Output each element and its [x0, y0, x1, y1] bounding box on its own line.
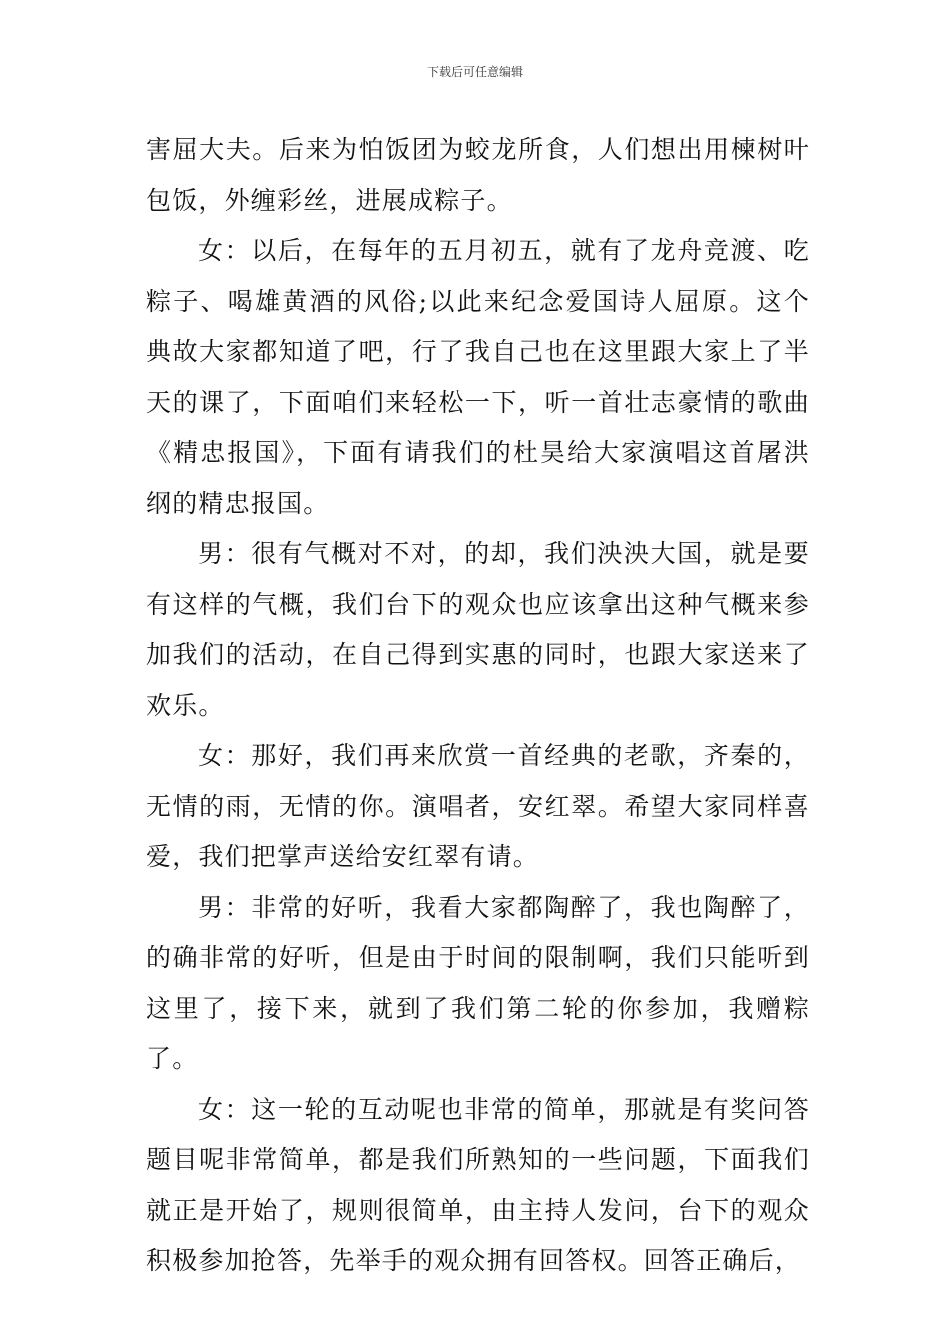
- paragraph-female-host-dragon-boat: 女：以后，在每年的五月初五，就有了龙舟竞渡、吃粽子、喝雄黄酒的风俗;以此来纪念爱国诗人屈原。这个典故大家都知道了吧，行了我自己也在这里跟大家上了半天的课了，下面咱们来轻松一下，听一首壮志豪情的歌曲《精忠报国》，下面有请我们的杜昊给大家演唱这首屠洪纲的精忠报国。: [146, 236, 810, 518]
- page-header: 下载后可任意编辑: [426, 65, 523, 79]
- paragraph-female-host-song: 女：那好，我们再来欣赏一首经典的老歌，齐秦的，无情的雨，无情的你。演唱者，安红翠。希望大家同样喜爱，我们把掌声送给安红翠有请。: [146, 741, 810, 871]
- paragraph-male-host-next-round: 男：非常的好听，我看大家都陶醉了，我也陶醉了，的确非常的好听，但是由于时间的限制啊，我们只能听到这里了，接下来，就到了我们第二轮的你参加，我赠粽了。: [146, 892, 810, 1073]
- paragraph-continuation: 害屈大夫。后来为怕饭团为蛟龙所食，人们想出用楝树叶包饭，外缠彩丝，进展成粽子。: [146, 135, 810, 215]
- paragraph-female-host-quiz-rules: 女：这一轮的互动呢也非常的简单，那就是有奖问答题目呢非常简单，都是我们所熟知的一些问题，下面我们就正是开始了，规则很简单，由主持人发问，台下的观众积极参加抢答，先举手的观众拥有回答权。回答正确后，: [146, 1094, 810, 1275]
- document-body: [146, 125, 810, 1287]
- paragraph-male-host-spirit: 男：很有气概对不对，的却，我们泱泱大国，就是要有这样的气概，我们台下的观众也应该拿出这种气概来参加我们的活动，在自己得到实惠的同时，也跟大家送来了欢乐。: [146, 539, 810, 720]
